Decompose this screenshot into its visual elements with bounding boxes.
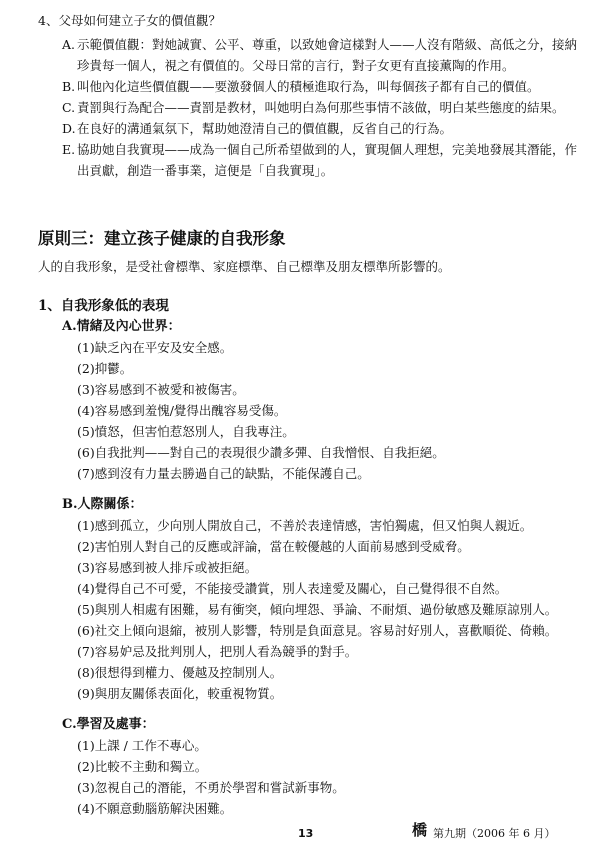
item-label: A. <box>62 37 76 52</box>
section-1-heading: 1、自我形象低的表現 <box>38 298 169 314</box>
subsection-a-title: A.情緒及內心世界： <box>62 319 181 334</box>
question-4-heading: 4、父母如何建立子女的價值觀？ <box>38 13 221 28</box>
list-item: (2)比較不主動和獨立。 <box>77 759 208 774</box>
list-item: (4)容易感到羞愧/覺得出醜容易受傷。 <box>77 403 287 418</box>
list-item: (9)與朋友關係表面化，較重視物質。 <box>77 686 283 701</box>
subsection-c-list <box>77 737 345 821</box>
item-label: C. <box>62 100 76 115</box>
item-label: B. <box>62 79 76 94</box>
subsection-c-title: C.學習及處事： <box>62 717 155 732</box>
list-item: (6)自我批判——對自己的表現很少讚多彈、自我憎恨、自我拒絕。 <box>77 445 445 460</box>
list-item: (1)缺乏內在平安及安全感。 <box>77 340 233 355</box>
subsection-a-list <box>77 339 445 486</box>
list-item: (3)忽視自己的潛能，不勇於學習和嘗試新事物。 <box>77 780 345 795</box>
item-label: E. <box>62 142 76 157</box>
question-4-list <box>62 34 586 181</box>
list-item: (5)與別人相處有困難，易有衝突，傾向埋怨、爭論、不耐煩、過份敏感及難原諒別人。 <box>77 602 558 617</box>
page-number: 13 <box>298 827 314 840</box>
list-item: (1)上課 / 工作不專心。 <box>77 738 207 753</box>
item-text: 示範價值觀：對她誠實、公平、尊重，以致她會這樣對人——人沒有階級、高低之分，接納珍貴每一個人，視之有價值的。父母日常的言行，對子女更有直接薰陶的作用。 <box>77 37 578 73</box>
list-item: (2)抑鬱。 <box>77 361 133 376</box>
subsection-b-list <box>77 517 557 706</box>
list-item <box>62 139 586 181</box>
list-item: (7)容易妒忌及批判別人，把別人看為競爭的對手。 <box>77 644 358 659</box>
list-item <box>62 76 586 97</box>
issue-label: 第九期（2006 年 6 月） <box>433 827 556 840</box>
list-item <box>62 97 586 118</box>
list-item: (4)不願意動腦筋解決困難。 <box>77 801 233 816</box>
list-item: (6)社交上傾向退縮，被別人影響，特別是負面意見。容易討好別人，喜歡順從、倚賴。 <box>77 623 558 638</box>
list-item: (2)害怕別人對自己的反應或評論，當在較優越的人面前易感到受威脅。 <box>77 539 470 554</box>
list-item <box>62 34 586 76</box>
item-text: 責罰與行為配合——責罰是教材，叫她明白為何那些事情不該做，明白某些態度的結果。 <box>77 100 565 115</box>
list-item: (3)容易感到被人排斥或被拒絕。 <box>77 560 258 575</box>
item-text: 叫他內化這些價值觀——要激發個人的積極進取行為，叫每個孩子都有自己的價值。 <box>77 79 540 94</box>
item-text: 在良好的溝通氣氛下，幫助她澄清自己的價值觀，反省自己的行為。 <box>77 121 453 136</box>
list-item <box>62 118 586 139</box>
list-item: (1)感到孤立，少向別人開放自己，不善於表達情感，害怕獨處，但又怕與人親近。 <box>77 518 533 533</box>
list-item: (3)容易感到不被愛和被傷害。 <box>77 382 245 397</box>
bridge-logo: 橋 <box>412 821 428 839</box>
list-item: (4)覺得自己不可愛，不能接受讚賞，別人表達愛及關心，自己覺得很不自然。 <box>77 581 508 596</box>
list-item: (5)憤怒，但害怕惹怒別人，自我專注。 <box>77 424 295 439</box>
item-label: D. <box>62 121 76 136</box>
list-item: (8)很想得到權力、優越及控制別人。 <box>77 665 283 680</box>
item-text: 協助她自我實現——成為一個自己所希望做到的人，實現個人理想，完美地發展其潛能，作出貢獻，創造一番事業，這便是「自我實現」。 <box>77 142 578 178</box>
principle-title: 原則三：建立孩子健康的自我形象 <box>38 229 286 248</box>
list-item: (7)感到沒有力量去勝過自己的缺點，不能保護自己。 <box>77 466 370 481</box>
principle-intro: 人的自我形象，是受社會標準、家庭標準、自己標準及朋友標準所影響的。 <box>38 259 451 274</box>
subsection-b-title: B.人際關係： <box>62 497 143 512</box>
